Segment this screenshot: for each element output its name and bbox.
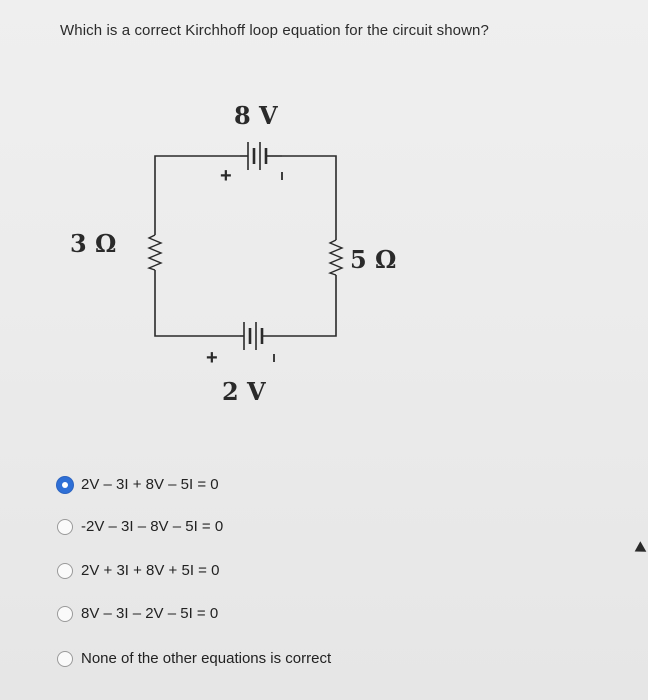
- question-text: Which is a correct Kirchhoff loop equation for the circuit shown?: [60, 22, 489, 39]
- radio-selected-icon[interactable]: [57, 477, 73, 493]
- circuit-wires: [155, 156, 336, 336]
- battery-bottom: [240, 322, 282, 350]
- battery-top: [240, 142, 282, 170]
- battery-top-plus: +: [220, 165, 232, 187]
- option-label: -2V – 3I – 8V – 5I = 0: [81, 518, 224, 535]
- resistor-right: [330, 240, 342, 275]
- option-label: 8V – 3I – 2V – 5I = 0: [81, 605, 219, 622]
- radio-icon[interactable]: [57, 606, 73, 622]
- radio-icon[interactable]: [57, 651, 73, 667]
- resistor-left: [149, 235, 161, 270]
- option-1[interactable]: [57, 476, 219, 493]
- battery-top-label: 8 V: [234, 101, 278, 130]
- option-4[interactable]: [57, 605, 218, 622]
- resistor-right-label: 5 Ω: [350, 245, 397, 274]
- option-label: None of the other equations is correct: [81, 650, 332, 667]
- mouse-cursor-icon: [632, 541, 647, 556]
- radio-icon[interactable]: [57, 519, 73, 535]
- battery-bottom-plus: +: [206, 347, 218, 369]
- circuit-diagram: [50, 80, 470, 420]
- resistor-left-label: 3 Ω: [70, 229, 117, 258]
- option-3[interactable]: [57, 562, 219, 579]
- option-2[interactable]: [57, 518, 223, 535]
- option-label: 2V + 3I + 8V + 5I = 0: [81, 562, 220, 579]
- option-label: 2V – 3I + 8V – 5I = 0: [81, 476, 219, 493]
- option-5[interactable]: [57, 650, 331, 667]
- radio-icon[interactable]: [57, 563, 73, 579]
- battery-bottom-label: 2 V: [222, 377, 266, 406]
